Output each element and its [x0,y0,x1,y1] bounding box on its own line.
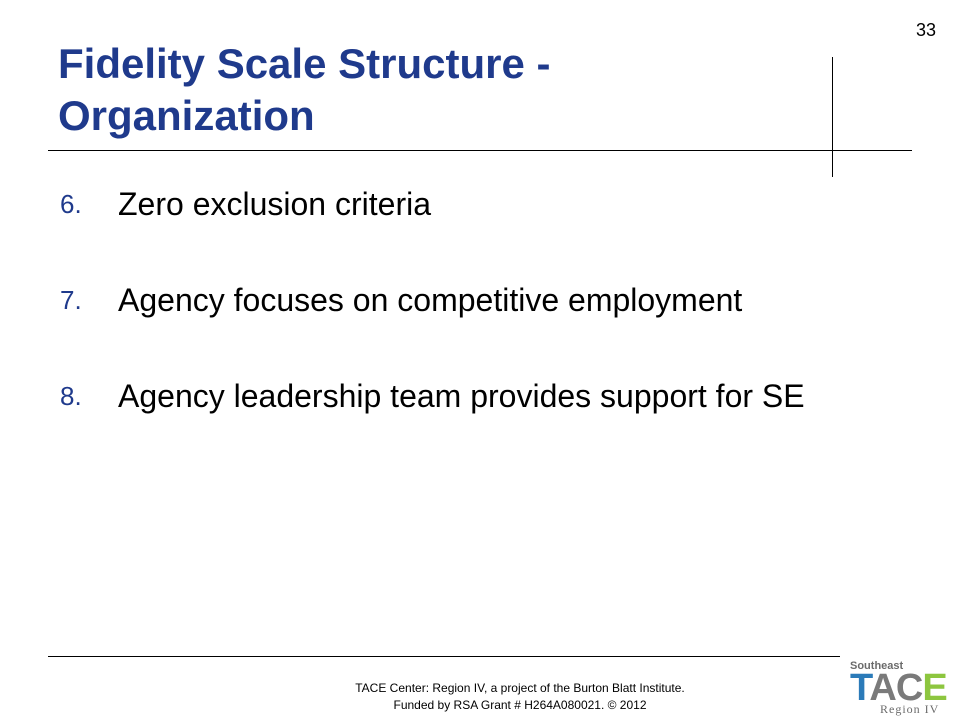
list-item [60,182,880,226]
vertical-divider [832,57,833,177]
logo-letter: A [869,667,896,709]
list-item-text: Agency focuses on competitive employment [118,282,743,318]
footer-line-2: Funded by RSA Grant # H264A080021. © 2012 [393,698,647,712]
criteria-list [60,182,880,470]
logo-top-text: Southeast [850,660,904,672]
list-item-number: 6. [60,189,82,219]
list-item [60,278,880,322]
footer-text [210,680,830,714]
slide-number: 33 [915,20,936,40]
footer-line-1: TACE Center: Region IV, a project of the Burton Blatt Institute. [355,681,685,695]
list-item-number: 8. [60,381,82,411]
list-item-text: Zero exclusion criteria [118,186,431,222]
logo-letter: T [850,667,870,709]
tace-logo [842,660,954,716]
title-divider [48,150,912,151]
list-item-number: 7. [60,285,82,315]
footer-divider [48,656,840,657]
logo-letter: E [922,667,947,709]
slide-title: Fidelity Scale Structure - Organization [58,40,551,139]
list-item-text: Agency leadership team provides support for SE [118,378,805,414]
logo-bottom-text: Region IV [880,702,940,716]
list-item [60,374,880,418]
logo-letter: C [895,667,923,709]
